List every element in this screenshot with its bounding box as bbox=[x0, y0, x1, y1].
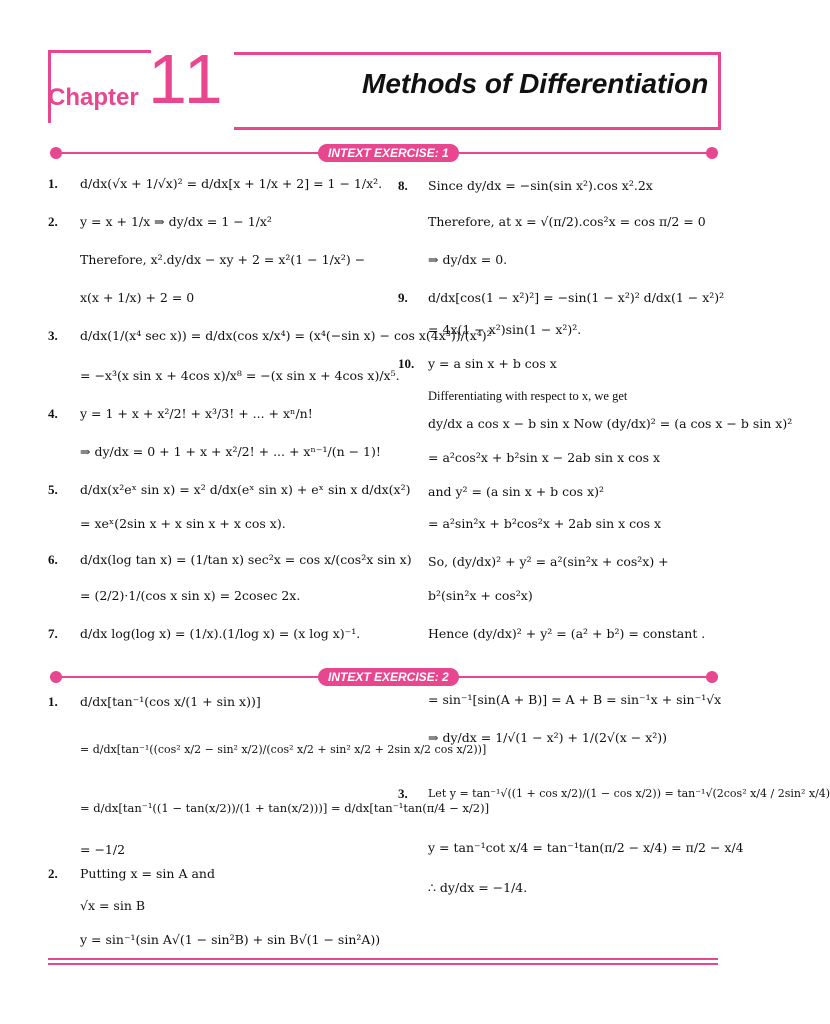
solution-line: = d/dx[tan⁻¹((1 − tan(x/2))/(1 + tan(x/2)))] = d/dx[tan⁻¹tan(π/4 − x/2)] bbox=[80, 801, 490, 815]
solution-line: d/dx[tan⁻¹(cos x/(1 + sin x))] bbox=[80, 694, 261, 709]
exercise-2-label: INTEXT EXERCISE: 2 bbox=[318, 668, 459, 686]
solution-line: √x = sin B bbox=[80, 898, 146, 913]
problem-number: 4. bbox=[48, 406, 58, 421]
solution-line: d/dx(x²eˣ sin x) = x² d/dx(eˣ sin x) + eˣ sin x d/dx(x²) bbox=[80, 482, 411, 497]
solution-line: = (2/2)·1/(cos x sin x) = 2cosec 2x. bbox=[80, 588, 301, 603]
solution-line: = xeˣ(2sin x + x sin x + x cos x). bbox=[80, 516, 286, 531]
solution-line: Therefore, x².dy/dx − xy + 2 = x²(1 − 1/x²) − bbox=[80, 252, 366, 267]
chapter-number: 11 bbox=[148, 40, 225, 118]
solution-line: = a²sin²x + b²cos²x + 2ab sin x cos x bbox=[428, 516, 662, 531]
solution-line: = 4x(1 − x²)sin(1 − x²)². bbox=[428, 322, 582, 337]
solution-line: b²(sin²x + cos²x) bbox=[428, 588, 533, 603]
problem-number: 3. bbox=[48, 328, 58, 343]
problem-number: 1. bbox=[48, 694, 58, 709]
problem-number: 5. bbox=[48, 482, 58, 497]
solution-line: d/dx log(log x) = (1/x).(1/log x) = (x log x)⁻¹. bbox=[80, 626, 361, 641]
solution-line: So, (dy/dx)² + y² = a²(sin²x + cos²x) + bbox=[428, 554, 669, 569]
solution-line: ∴ dy/dx = −1/4. bbox=[428, 880, 528, 895]
solution-line: ⇒ dy/dx = 0. bbox=[428, 252, 508, 267]
solution-line: ⇒ dy/dx = 1/√(1 − x²) + 1/(2√(x − x²)) bbox=[428, 730, 668, 745]
solution-line: y = tan⁻¹cot x/4 = tan⁻¹tan(π/2 − x/4) = π/2 − x/4 bbox=[428, 840, 744, 855]
exercise-1-label: INTEXT EXERCISE: 1 bbox=[318, 144, 459, 162]
exercise-1-divider bbox=[50, 146, 718, 160]
problem-number: 2. bbox=[48, 214, 58, 229]
solution-line: y = sin⁻¹(sin A√(1 − sin²B) + sin B√(1 − sin²A)) bbox=[80, 932, 381, 947]
solution-line: x(x + 1/x) + 2 = 0 bbox=[80, 290, 195, 305]
solution-line: = −x³(x sin x + 4cos x)/x⁸ = −(x sin x + 4cos x)/x⁵. bbox=[80, 368, 400, 383]
solution-line: Since dy/dx = −sin(sin x²).cos x².2x bbox=[428, 178, 653, 193]
divider-dot-right bbox=[706, 671, 718, 683]
footer-rule-top bbox=[48, 958, 718, 960]
footer-rule-bottom bbox=[48, 963, 718, 965]
solution-line: = −1/2 bbox=[80, 842, 126, 857]
solution-line: y = a sin x + b cos x bbox=[428, 356, 557, 371]
solution-line: d/dx[cos(1 − x²)²] = −sin(1 − x²)² d/dx(1 − x²)² bbox=[428, 290, 725, 305]
solution-line: ⇒ dy/dx = 0 + 1 + x + x²/2! + ... + xⁿ⁻¹/(n − 1)! bbox=[80, 444, 381, 459]
solution-line: dy/dx a cos x − b sin x Now (dy/dx)² = (a cos x − b sin x)² bbox=[428, 416, 793, 431]
solution-line: d/dx(log tan x) = (1/tan x) sec²x = cos x/(cos²x sin x) bbox=[80, 552, 412, 567]
divider-dot-left bbox=[50, 671, 62, 683]
problem-number: 8. bbox=[398, 178, 408, 193]
solution-line: Putting x = sin A and bbox=[80, 866, 215, 881]
solution-line: Therefore, at x = √(π/2).cos²x = cos π/2 = 0 bbox=[428, 214, 706, 229]
solution-line: = a²cos²x + b²sin x − 2ab sin x cos x bbox=[428, 450, 661, 465]
problem-number: 10. bbox=[398, 356, 415, 371]
solution-line: Hence (dy/dx)² + y² = (a² + b²) = constant . bbox=[428, 626, 706, 641]
solution-line: y = 1 + x + x²/2! + x³/3! + ... + xⁿ/n! bbox=[80, 406, 313, 421]
problem-number: 2. bbox=[48, 866, 58, 881]
problem-number: 3. bbox=[398, 786, 408, 801]
problem-number: 7. bbox=[48, 626, 58, 641]
solution-line: = d/dx[tan⁻¹((cos² x/2 − sin² x/2)/(cos² x/2 + sin² x/2 + 2sin x/2 cos x/2))] bbox=[80, 743, 487, 756]
problem-number: 6. bbox=[48, 552, 58, 567]
problem-number: 9. bbox=[398, 290, 408, 305]
chapter-label: Chapter bbox=[48, 84, 139, 111]
divider-dot-left bbox=[50, 147, 62, 159]
solution-line: y = x + 1/x ⇒ dy/dx = 1 − 1/x² bbox=[80, 214, 272, 229]
problem-number: 1. bbox=[48, 176, 58, 191]
solution-line: Differentiating with respect to x, we get bbox=[428, 389, 628, 403]
solution-line: d/dx(1/(x⁴ sec x)) = d/dx(cos x/x⁴) = (x⁴(−sin x) − cos x(4x³))/(x⁴)² bbox=[80, 328, 492, 343]
solution-line: Let y = tan⁻¹√((1 + cos x/2)/(1 − cos x/2)) = tan⁻¹√(2cos² x/4 / 2sin² x/4) bbox=[428, 787, 830, 800]
chapter-title: Methods of Differentiation bbox=[362, 68, 709, 99]
divider-dot-right bbox=[706, 147, 718, 159]
solution-line: d/dx(√x + 1/√x)² = d/dx[x + 1/x + 2] = 1 − 1/x². bbox=[80, 176, 383, 191]
exercise-2-divider bbox=[50, 670, 718, 684]
solution-line: = sin⁻¹[sin(A + B)] = A + B = sin⁻¹x + sin⁻¹√x bbox=[428, 692, 722, 707]
solution-line: and y² = (a sin x + b cos x)² bbox=[428, 484, 605, 499]
